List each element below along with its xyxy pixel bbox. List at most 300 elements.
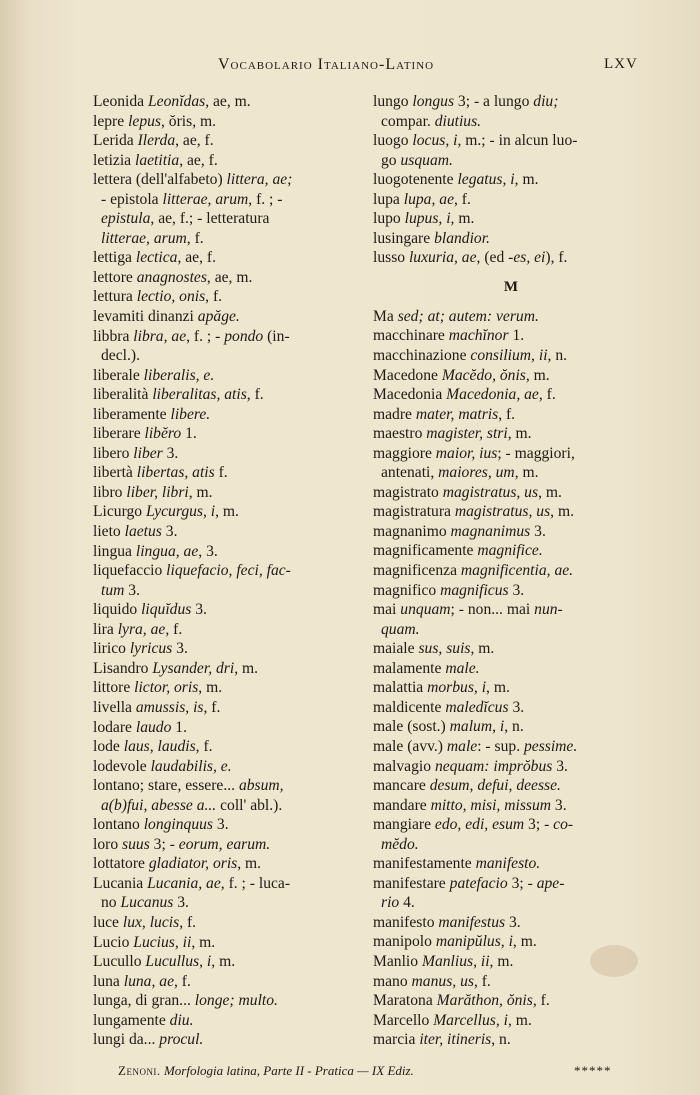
italian-text: 3. <box>173 894 189 912</box>
latin-term: procul. <box>159 1031 204 1049</box>
italian-text: lupo <box>373 210 405 228</box>
italian-text: Maratona <box>373 992 437 1010</box>
italian-text: littore <box>93 679 135 697</box>
italian-text: Lerida <box>93 132 138 150</box>
latin-term: sus, suis <box>418 640 471 658</box>
latin-term: male <box>446 737 478 755</box>
dictionary-entry <box>373 561 649 581</box>
left-column <box>93 92 361 1050</box>
dictionary-entry <box>373 1011 649 1031</box>
dictionary-entry <box>93 600 361 620</box>
footer-work: Morfologia latina, Parte II - Pratica <box>163 1063 354 1078</box>
dictionary-entry <box>93 991 361 1011</box>
dictionary-entry <box>373 854 649 874</box>
italian-text: , f. <box>203 698 221 716</box>
dictionary-entry <box>373 952 649 972</box>
latin-term: malum, i <box>449 718 505 736</box>
italian-text: magnanimo <box>373 522 451 540</box>
italian-text: lungo <box>373 93 413 110</box>
italian-text: libbra <box>93 327 134 345</box>
dictionary-entry <box>93 952 361 972</box>
latin-term: nequam: imprŏbus <box>434 757 553 775</box>
dictionary-entry <box>373 229 649 249</box>
dictionary-entry <box>373 972 649 992</box>
latin-term: manifestus <box>438 913 506 931</box>
italian-text: 3; - <box>149 835 179 853</box>
page-number: LXV <box>604 56 638 72</box>
italian-text: , m. <box>191 933 216 951</box>
italian-text: luogo <box>373 132 413 150</box>
italian-text: lottatore <box>93 855 149 873</box>
dictionary-entry <box>93 776 361 796</box>
dictionary-entry <box>93 854 361 874</box>
entry-continuation-line <box>373 112 649 132</box>
latin-term: Macĕdo, ŏnis <box>441 366 526 384</box>
latin-term: blandior. <box>434 229 490 247</box>
dictionary-entry <box>373 170 649 190</box>
latin-term: longus <box>412 93 455 110</box>
italian-text: , ae, f. <box>175 132 214 150</box>
dictionary-entry <box>93 639 361 659</box>
italian-text: lusingare <box>373 229 435 247</box>
latin-term: amussis, is <box>135 698 204 716</box>
dictionary-entry <box>373 581 649 601</box>
italian-text: , f. <box>186 229 204 247</box>
latin-term: laetitia <box>135 151 180 169</box>
italian-text: , m. <box>450 210 475 228</box>
entry-continuation-line <box>93 190 361 210</box>
latin-term: Lucullus, i <box>145 953 212 971</box>
italian-text: lodevole <box>93 757 151 775</box>
italian-text: lirico <box>93 640 130 658</box>
latin-term: Ilerda <box>137 132 176 150</box>
latin-term: libere. <box>170 405 211 423</box>
running-header <box>0 56 700 80</box>
latin-term: quam. <box>381 620 420 638</box>
latin-term: lyricus <box>129 640 173 658</box>
italian-text: letizia <box>93 151 135 169</box>
italian-text: 3. <box>508 581 525 599</box>
italian-text: , m. <box>550 503 574 521</box>
latin-term: luna, ae <box>123 972 174 990</box>
latin-term: liberalis, e. <box>143 366 215 384</box>
italian-text: 1. <box>171 718 187 736</box>
dictionary-entry <box>373 326 649 346</box>
dictionary-entry <box>373 932 649 952</box>
latin-term: a(b)fui, abesse a... <box>101 796 217 814</box>
dictionary-entry <box>373 600 649 620</box>
italian-text: lontano; stare, essere... <box>93 777 239 795</box>
italian-text: lunga, di gran... <box>93 992 195 1010</box>
italian-text: malvagio <box>373 757 435 775</box>
dictionary-entry <box>373 522 649 542</box>
entry-continuation-line <box>93 346 361 366</box>
italian-text: lettura <box>93 288 137 306</box>
italian-text: 3. <box>505 913 521 931</box>
latin-term: magnificus <box>440 581 509 599</box>
latin-term: suus <box>122 835 150 853</box>
italian-text: , f. <box>165 620 183 638</box>
latin-term: machĭnor <box>448 327 509 345</box>
italian-text: male (sost.) <box>373 718 450 736</box>
italian-text: Manlio <box>373 952 422 970</box>
italian-text: levamiti dinanzi <box>93 308 198 326</box>
italian-text: manifestamente <box>373 855 476 873</box>
entry-continuation-line <box>373 893 649 913</box>
italian-text: , m. <box>198 679 223 697</box>
dictionary-entry <box>93 248 361 268</box>
dictionary-entry <box>93 151 361 171</box>
italian-text: , f. ; - <box>186 327 225 345</box>
latin-term: tum <box>101 581 125 599</box>
dictionary-entry <box>93 287 361 307</box>
italian-text: 1. <box>508 327 525 345</box>
dictionary-entry <box>373 541 649 561</box>
entry-continuation-line <box>373 151 649 171</box>
latin-term: laus, laudis <box>123 738 196 756</box>
page-title: Vocabolario Italiano-Latino <box>218 56 435 73</box>
italian-text: 3; - <box>524 816 554 834</box>
latin-term: Lucanus <box>120 894 174 912</box>
italian-text: decl.). <box>101 347 140 365</box>
right-column <box>373 92 649 1050</box>
dictionary-entry <box>93 620 361 640</box>
latin-term: liberalitas, atis <box>152 386 247 404</box>
latin-term: liber, libri <box>126 483 189 501</box>
italian-text: Lucio <box>93 933 134 951</box>
italian-text: , ae, f. <box>177 249 216 267</box>
italian-text: , m. <box>525 366 550 384</box>
italian-text: , m. <box>512 933 537 951</box>
latin-term: ape- <box>536 874 565 892</box>
latin-term: mitto, misi, missum <box>430 796 552 814</box>
italian-text: libro <box>93 483 127 501</box>
italian-text: Lisandro <box>93 659 153 677</box>
latin-term: co- <box>553 816 574 834</box>
latin-term: -es, ei <box>508 249 546 267</box>
italian-text: liberamente <box>93 405 171 423</box>
italian-text: , 3. <box>198 542 218 560</box>
italian-text: , ae, f. <box>179 151 218 169</box>
latin-term: gladiator, oris <box>148 855 238 873</box>
italian-text: 4. <box>399 894 415 912</box>
latin-term: eorum, earum. <box>178 835 271 853</box>
dictionary-entry <box>93 170 361 190</box>
italian-text: Macedonia <box>373 386 447 404</box>
italian-text: Macedone <box>373 366 442 384</box>
dictionary-entry <box>93 405 361 425</box>
italian-text: Leonida <box>93 93 148 110</box>
latin-term: lux, lucis <box>122 913 180 931</box>
dictionary-entry <box>93 483 361 503</box>
italian-text: lodare <box>93 718 136 736</box>
italian-text: manifestare <box>373 874 450 892</box>
italian-text: , ae, m. <box>205 93 251 110</box>
italian-text: , n. <box>504 718 524 736</box>
italian-text: 3. <box>551 796 567 814</box>
italian-text: Licurgo <box>93 503 146 521</box>
latin-term: maledĭcus <box>445 698 509 716</box>
dictionary-entry <box>373 502 649 522</box>
italian-text: maiale <box>373 640 419 658</box>
latin-term: anagnostes <box>136 268 207 286</box>
italian-text: mai <box>373 601 401 619</box>
latin-term: Lucania, ae <box>147 874 221 892</box>
italian-text: magistrato <box>373 483 443 501</box>
italian-text: Marcello <box>373 1011 434 1029</box>
italian-text: , n. <box>547 347 568 365</box>
dictionary-entry <box>93 698 361 718</box>
latin-term: manifesto. <box>475 855 541 873</box>
latin-term: maiores, um <box>438 464 515 482</box>
italian-text: manifesto <box>373 913 439 931</box>
italian-text: lupa <box>373 190 404 208</box>
entry-continuation-line <box>93 796 361 816</box>
italian-text: lusso <box>373 249 409 267</box>
italian-text: 3. <box>191 601 207 619</box>
latin-term: apăge. <box>197 308 240 326</box>
italian-text: malattia <box>373 679 428 697</box>
italian-text: ; - maggiori, <box>497 444 575 462</box>
italian-text: : - sup. <box>477 737 524 755</box>
latin-term: rio <box>381 894 400 912</box>
latin-term: laudo <box>135 718 172 736</box>
italian-text: compar. <box>381 112 435 130</box>
latin-term: consilium, ii <box>470 347 548 365</box>
latin-term: magnifice. <box>477 542 543 560</box>
italian-text: , f. <box>195 738 213 756</box>
dictionary-entry <box>93 835 361 855</box>
latin-term: diutius. <box>434 112 482 130</box>
italian-text: antenati, <box>381 464 439 482</box>
dictionary-entry <box>373 678 649 698</box>
latin-term: diu. <box>169 1011 194 1029</box>
italian-text: mancare <box>373 777 430 795</box>
dictionary-entry <box>373 405 649 425</box>
latin-term: magnificentia, ae. <box>460 562 574 580</box>
italian-text: libertà <box>93 464 137 482</box>
italian-text: lontano <box>93 816 144 834</box>
italian-text: , f. ; - luca- <box>220 874 291 892</box>
latin-term: maior, ius <box>435 444 498 462</box>
dictionary-entry <box>93 913 361 933</box>
entry-continuation-line <box>93 229 361 249</box>
italian-text: 3. <box>172 640 188 658</box>
italian-text: , m. <box>237 855 262 873</box>
italian-text: , ŏris, m. <box>161 112 217 130</box>
italian-text: lode <box>93 738 124 756</box>
latin-term: mater, matris <box>415 405 499 423</box>
latin-term: Macedonia, ae <box>446 386 539 404</box>
latin-term: nun- <box>534 601 563 619</box>
latin-term: lectio, onis <box>136 288 206 306</box>
italian-text: 3. <box>213 816 229 834</box>
italian-text: go <box>381 151 401 169</box>
dictionary-entry <box>93 659 361 679</box>
dictionary-entry <box>93 502 361 522</box>
latin-term: lupa, ae <box>403 190 454 208</box>
latin-term: Lysander, dri <box>152 659 235 677</box>
italian-text: , ae, f.; - letteratura <box>150 210 270 228</box>
dictionary-entry <box>373 913 649 933</box>
italian-text: magnificamente <box>373 542 478 560</box>
italian-text: 3. <box>124 581 140 599</box>
italian-text: , m.; - in alcun luo- <box>457 132 578 150</box>
latin-term: iter, itineris <box>419 1031 492 1049</box>
latin-term: lingua, ae <box>135 542 199 560</box>
italian-text: 3. <box>508 698 525 716</box>
italian-text: Lucania <box>93 874 148 892</box>
italian-text: malamente <box>373 659 446 677</box>
dictionary-entry <box>373 815 649 835</box>
italian-text: 3; - a lungo <box>454 93 534 110</box>
latin-term: legatus, i <box>457 171 515 189</box>
italian-text: , f. <box>538 386 556 404</box>
italian-text: livella <box>93 698 136 716</box>
italian-text: , m. <box>489 952 514 970</box>
italian-text: magistratura <box>373 503 455 521</box>
italian-text: lungamente <box>93 1011 170 1029</box>
latin-term: Lycurgus, i <box>145 503 216 521</box>
latin-term: Leonĭdas <box>148 93 206 110</box>
italian-text: magnifico <box>373 581 441 599</box>
latin-term: patefacio <box>449 874 508 892</box>
italian-text: (in- <box>263 327 290 345</box>
dictionary-entry <box>93 678 361 698</box>
latin-term: lectica <box>135 249 178 267</box>
dictionary-entry <box>93 327 361 347</box>
latin-term: laudabilis, e. <box>150 757 232 775</box>
italian-text: , f. <box>532 992 550 1010</box>
italian-text: maestro <box>373 425 427 443</box>
italian-text: manipolo <box>373 933 436 951</box>
latin-term: libra, ae <box>133 327 187 345</box>
italian-text: magnificenza <box>373 562 461 580</box>
italian-text: marcia <box>373 1031 420 1049</box>
dictionary-entry <box>93 815 361 835</box>
italian-text: , ae, m. <box>206 268 253 286</box>
dictionary-entry <box>373 659 649 679</box>
italian-text: ), f. <box>545 249 568 267</box>
italian-text: coll' abl.). <box>216 796 283 814</box>
latin-term: pessime. <box>523 737 578 755</box>
latin-term: lictor, oris <box>134 679 199 697</box>
latin-term: lepus <box>128 112 161 130</box>
latin-term: Manlius, ii <box>421 952 490 970</box>
latin-term: littera, ae; <box>226 171 293 189</box>
italian-text: , m. <box>514 171 539 189</box>
latin-term: liber <box>133 444 163 462</box>
italian-text: , f. <box>205 288 223 306</box>
italian-text: luogotenente <box>373 171 458 189</box>
italian-text: macchinare <box>373 327 449 345</box>
italian-text: 3. <box>552 757 568 775</box>
dictionary-entry <box>373 307 649 327</box>
italian-text: lingua <box>93 542 136 560</box>
latin-term: unquam <box>400 601 451 619</box>
dictionary-entry <box>373 131 649 151</box>
italian-text: ; - non... mai <box>450 601 535 619</box>
dictionary-entry <box>93 737 361 757</box>
dictionary-entry <box>93 718 361 738</box>
italian-text: luna <box>93 972 124 990</box>
latin-term: luxuria, ae <box>408 249 477 267</box>
dictionary-entry <box>373 483 649 503</box>
latin-term: magister, stri <box>426 425 508 443</box>
dictionary-entry <box>93 757 361 777</box>
dictionary-entry <box>93 972 361 992</box>
italian-text: , (ed <box>476 249 509 267</box>
entry-continuation-line <box>373 463 649 483</box>
dictionary-entry <box>373 92 649 112</box>
footer-edition: — IX Ediz. <box>353 1063 414 1078</box>
latin-term: diu; <box>533 93 559 110</box>
dictionary-entry <box>93 561 361 581</box>
italian-text: 3. <box>162 444 179 462</box>
italian-text: loro <box>93 835 123 853</box>
latin-term: Lucius, ii <box>133 933 192 951</box>
latin-term: liquĭdus <box>141 601 192 619</box>
dictionary-entry <box>373 717 649 737</box>
italian-text: , m. <box>211 953 236 971</box>
italian-text: f. <box>214 464 228 482</box>
latin-term: male. <box>445 659 480 677</box>
italian-text: , m. <box>507 1011 532 1029</box>
latin-term: lyra, ae <box>117 620 166 638</box>
italian-text: 3. <box>161 523 178 541</box>
italian-text: macchinazione <box>373 347 471 365</box>
signature-mark: ***** <box>574 1063 612 1078</box>
italian-text: , m. <box>188 483 213 501</box>
italian-text: liberalità <box>93 386 153 404</box>
italian-text: , m. <box>486 679 510 697</box>
italian-text: mano <box>373 972 412 990</box>
italian-text: Lucullo <box>93 953 146 971</box>
italian-text: madre <box>373 405 416 423</box>
latin-term: desum, defui, deesse. <box>429 777 561 795</box>
latin-term: magistratus, us <box>442 483 539 501</box>
italian-text: male (avv.) <box>373 737 447 755</box>
latin-term: litterae, arum <box>162 190 249 208</box>
dictionary-entry <box>373 991 649 1011</box>
dictionary-entry <box>93 522 361 542</box>
dictionary-entry <box>93 366 361 386</box>
entry-continuation-line <box>373 835 649 855</box>
dictionary-entry <box>373 209 649 229</box>
dictionary-entry <box>373 190 649 210</box>
italian-text: libero <box>93 444 134 462</box>
latin-term: epistula <box>101 210 151 228</box>
dictionary-entry <box>373 444 649 464</box>
latin-term: edo, edi, esum <box>434 816 525 834</box>
italian-text: lettiga <box>93 249 136 267</box>
latin-term: magistratus, us <box>454 503 551 521</box>
latin-term: laetus <box>124 523 162 541</box>
dictionary-entry <box>93 131 361 151</box>
dictionary-entry <box>93 1011 361 1031</box>
latin-term: pondo <box>224 327 264 345</box>
dictionary-entry <box>373 796 649 816</box>
dictionary-entry <box>93 463 361 483</box>
italian-text: lettore <box>93 268 137 286</box>
latin-term: lupus, i <box>404 210 451 228</box>
italian-text: no <box>101 894 121 912</box>
italian-text: lepre <box>93 112 129 130</box>
dictionary-entry <box>93 307 361 327</box>
italian-text: , f. <box>174 972 191 990</box>
dictionary-entry <box>93 424 361 444</box>
footer <box>118 1063 638 1079</box>
